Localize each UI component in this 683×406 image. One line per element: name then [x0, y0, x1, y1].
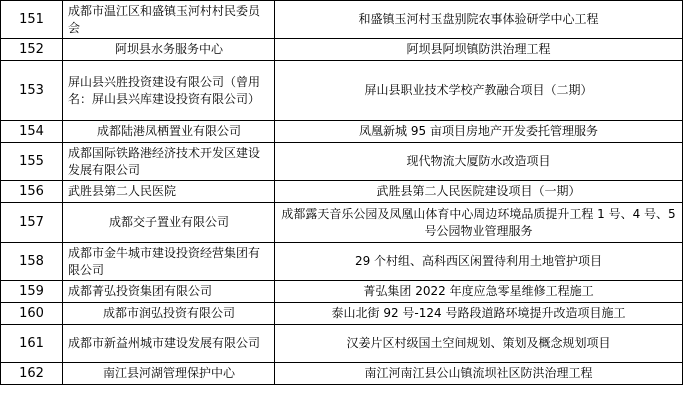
- project-name: 成都露天音乐公园及凤凰山体育中心周边环境品质提升工程 1 号、4 号、5 号公园物业管理服务: [275, 203, 683, 243]
- project-name: 阿坝县阿坝镇防洪治理工程: [275, 39, 683, 61]
- row-number: 162: [1, 363, 63, 385]
- project-name: 菁弘集团 2022 年度应急零星维修工程施工: [275, 281, 683, 303]
- table-row: [1, 325, 683, 363]
- project-name: 凤凰新城 95 亩项目房地产开发委托管理服务: [275, 121, 683, 143]
- project-name: 29 个村组、高科西区闲置待利用土地管护项目: [275, 243, 683, 281]
- table-row: [1, 1, 683, 39]
- row-number: 156: [1, 181, 63, 203]
- project-name: 屏山县职业技术学校产教融合项目（二期）: [275, 61, 683, 121]
- row-number: 157: [1, 203, 63, 243]
- table-row: [1, 303, 683, 325]
- table-row: [1, 39, 683, 61]
- project-name: 南江河南江县公山镇流坝社区防洪治理工程: [275, 363, 683, 385]
- project-name: 泰山北街 92 号-124 号路段道路环境提升改造项目施工: [275, 303, 683, 325]
- unit-name: 屏山县兴胜投资建设有限公司（曾用名：屏山县兴库建设投资有限公司）: [63, 61, 275, 121]
- row-number: 161: [1, 325, 63, 363]
- table-row: [1, 143, 683, 181]
- row-number: 152: [1, 39, 63, 61]
- row-number: 155: [1, 143, 63, 181]
- row-number: 153: [1, 61, 63, 121]
- table-row: [1, 121, 683, 143]
- table-row: [1, 61, 683, 121]
- table-row: [1, 181, 683, 203]
- unit-name: 南江县河湖管理保护中心: [63, 363, 275, 385]
- table-row: [1, 243, 683, 281]
- table-row: [1, 281, 683, 303]
- table-row: [1, 203, 683, 243]
- unit-name: 成都交子置业有限公司: [63, 203, 275, 243]
- unit-name: 成都市金牛城市建设投资经营集团有限公司: [63, 243, 275, 281]
- row-number: 154: [1, 121, 63, 143]
- table-row: [1, 363, 683, 385]
- project-name: 现代物流大厦防水改造项目: [275, 143, 683, 181]
- unit-name: 成都市润弘投资有限公司: [63, 303, 275, 325]
- project-name: 和盛镇玉河村玉盘别院农事体验研学中心工程: [275, 1, 683, 39]
- row-number: 160: [1, 303, 63, 325]
- row-number: 159: [1, 281, 63, 303]
- unit-name: 成都市新益州城市建设发展有限公司: [63, 325, 275, 363]
- project-name: 武胜县第二人民医院建设项目（一期）: [275, 181, 683, 203]
- unit-name: 成都市温江区和盛镇玉河村村民委员会: [63, 1, 275, 39]
- unit-name: 成都菁弘投资集团有限公司: [63, 281, 275, 303]
- unit-name: 阿坝县水务服务中心: [63, 39, 275, 61]
- unit-name: 成都陆港凤栖置业有限公司: [63, 121, 275, 143]
- unit-name: 武胜县第二人民医院: [63, 181, 275, 203]
- project-name: 汉姜片区村级国土空间规划、策划及概念规划项目: [275, 325, 683, 363]
- row-number: 158: [1, 243, 63, 281]
- row-number: 151: [1, 1, 63, 39]
- unit-name: 成都国际铁路港经济技术开发区建设发展有限公司: [63, 143, 275, 181]
